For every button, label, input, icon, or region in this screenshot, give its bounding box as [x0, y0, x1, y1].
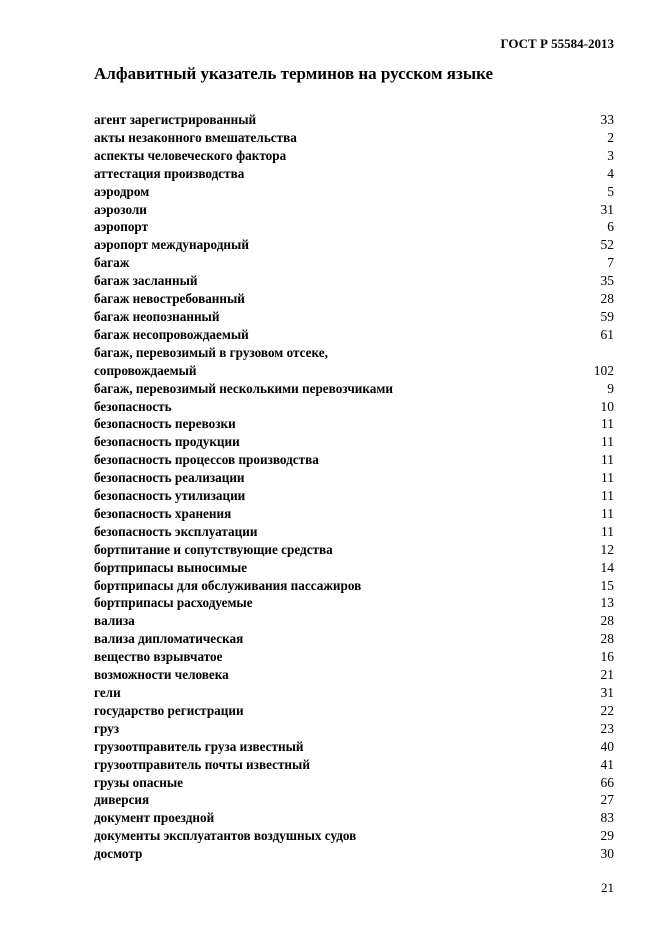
index-term-number: 11 — [601, 416, 614, 432]
index-entry — [94, 774, 614, 792]
index-term: вализа дипломатическая — [94, 631, 244, 647]
index-entry — [94, 523, 614, 541]
index-term: багаж неопознанный — [94, 308, 220, 324]
index-term: аттестация производства — [94, 165, 245, 181]
index-term: аэрозоли — [94, 201, 147, 217]
index-term: багаж, перевозимый несколькими перевозчиками — [94, 380, 393, 396]
index-term: грузоотправитель почты известный — [94, 756, 310, 772]
index-term-number: 3 — [607, 147, 614, 163]
index-entry — [94, 254, 614, 272]
index-entry — [94, 630, 614, 648]
index-term: грузы опасные — [94, 774, 184, 790]
page-number: 21 — [601, 880, 614, 895]
index-entry — [94, 577, 614, 595]
index-entry — [94, 272, 614, 290]
index-term-number: 11 — [601, 470, 614, 486]
index-term-number: 40 — [600, 738, 614, 754]
index-term-number: 61 — [600, 326, 614, 342]
index-term-number: 33 — [600, 112, 614, 127]
index-entry — [94, 308, 614, 326]
index-entry — [94, 218, 614, 236]
index-term-number: 11 — [601, 523, 614, 539]
index-term-number: 11 — [601, 434, 614, 450]
index-entry — [94, 201, 614, 219]
index-term-number: 7 — [607, 255, 614, 271]
index-term: гели — [94, 685, 121, 700]
index-term-number: 35 — [600, 273, 614, 289]
index-term: аэропорт международный — [94, 237, 249, 253]
index-term: вещество взрывчатое — [94, 649, 223, 665]
index-term: багаж несопровождаемый — [94, 326, 249, 342]
index-term-number: 31 — [600, 685, 614, 700]
index-entry — [94, 344, 614, 362]
index-entry — [94, 290, 614, 308]
index-term: багаж, перевозимый в грузовом отсеке, — [94, 344, 328, 360]
index-entry — [94, 559, 614, 577]
index-term-number: 28 — [600, 631, 614, 647]
index-entry — [94, 720, 614, 738]
index-entry — [94, 129, 614, 147]
index-term-number: 21 — [600, 667, 614, 683]
index-term: безопасность реализации — [94, 470, 245, 486]
index-term: безопасность процессов производства — [94, 452, 319, 468]
index-term-number: 29 — [600, 828, 614, 844]
index-term: бортприпасы выносимые — [94, 559, 248, 575]
index-term-number: 27 — [600, 792, 614, 808]
index-entry — [94, 183, 614, 201]
index-term-number: 5 — [607, 183, 614, 199]
index-entry — [94, 648, 614, 666]
index-entry — [94, 612, 614, 630]
index-term: возможности человека — [94, 667, 229, 683]
index-term: вализа — [94, 613, 135, 629]
index-term-number: 11 — [601, 452, 614, 468]
index-entry — [94, 487, 614, 505]
index-entry — [94, 594, 614, 612]
index-term-number: 11 — [601, 505, 614, 521]
index-term: бортпитание и сопутствующие средства — [94, 541, 333, 557]
index-term: багаж невостребованный — [94, 291, 245, 307]
index-term-number: 2 — [607, 129, 614, 145]
index-entry — [94, 147, 614, 165]
index-entry — [94, 398, 614, 416]
index-entry — [94, 684, 614, 702]
index-term-number: 10 — [600, 398, 614, 414]
page-title: Алфавитный указатель терминов на русском языке — [94, 64, 494, 83]
index-term-number: 41 — [600, 756, 614, 772]
index-term-number: 9 — [607, 380, 614, 396]
index-entry — [94, 827, 614, 845]
index-term-number: 13 — [600, 595, 614, 611]
index-term: акты незаконного вмешательства — [94, 129, 297, 145]
index-term: бортприпасы расходуемые — [94, 595, 253, 611]
index-entry — [94, 433, 614, 451]
index-term: бортприпасы для обслуживания пассажиров — [94, 577, 362, 593]
index-entry — [94, 111, 614, 129]
index-term-number: 30 — [600, 846, 614, 862]
index-entry — [94, 738, 614, 756]
index-term: безопасность продукции — [94, 434, 240, 450]
index-term: документы эксплуатантов воздушных судов — [94, 828, 357, 844]
index-term-number: 4 — [607, 165, 614, 181]
index-term-number: 28 — [600, 613, 614, 629]
index-entry — [94, 362, 614, 380]
index-term-number: 83 — [600, 810, 614, 826]
index-entry — [94, 809, 614, 827]
index-entry — [94, 756, 614, 774]
document-code: ГОСТ Р 55584-2013 — [500, 36, 614, 51]
index-term: грузоотправитель груза известный — [94, 738, 304, 754]
index-term: аспекты человеческого фактора — [94, 147, 287, 163]
index-term-number: 16 — [600, 649, 614, 665]
index-entry — [94, 791, 614, 809]
index-term-number: 6 — [607, 219, 614, 235]
index-term-number: 22 — [600, 702, 614, 718]
index-entry — [94, 505, 614, 523]
index-term-number: 66 — [600, 774, 614, 790]
index-entry — [94, 415, 614, 433]
index-term: груз — [94, 720, 120, 736]
index-term-number: 12 — [600, 541, 614, 557]
index-term: багаж засланный — [94, 273, 198, 289]
index-term: сопровождаемый — [94, 362, 197, 378]
index-term-number: 11 — [601, 488, 614, 504]
index-term: безопасность перевозки — [94, 416, 236, 432]
index-term-number: 52 — [600, 237, 614, 253]
index-term-number: 31 — [600, 201, 614, 217]
index-entry — [94, 469, 614, 487]
index-entry — [94, 845, 614, 863]
index-term: багаж — [94, 255, 130, 271]
term-index-list — [94, 111, 614, 863]
index-entry — [94, 666, 614, 684]
index-term: безопасность хранения — [94, 505, 232, 521]
index-term: безопасность эксплуатации — [94, 523, 258, 539]
index-term: агент зарегистрированный — [94, 112, 257, 127]
index-entry — [94, 165, 614, 183]
index-term: аэродром — [94, 183, 150, 199]
index-term-number: 15 — [600, 577, 614, 593]
index-entry — [94, 236, 614, 254]
index-term: безопасность — [94, 398, 172, 414]
index-entry — [94, 380, 614, 398]
index-term: документ проездной — [94, 810, 215, 826]
index-term: государство регистрации — [94, 702, 244, 718]
index-entry — [94, 326, 614, 344]
index-term-number: 28 — [600, 291, 614, 307]
index-term: аэропорт — [94, 219, 149, 235]
index-entry — [94, 541, 614, 559]
index-entry — [94, 702, 614, 720]
index-term: диверсия — [94, 792, 150, 808]
index-term-number: 14 — [600, 559, 614, 575]
index-term: досмотр — [94, 846, 143, 862]
index-term-number: 102 — [593, 362, 614, 378]
index-entry — [94, 451, 614, 469]
index-term-number: 23 — [600, 720, 614, 736]
index-term: безопасность утилизации — [94, 488, 246, 504]
index-term-number: 59 — [600, 308, 614, 324]
